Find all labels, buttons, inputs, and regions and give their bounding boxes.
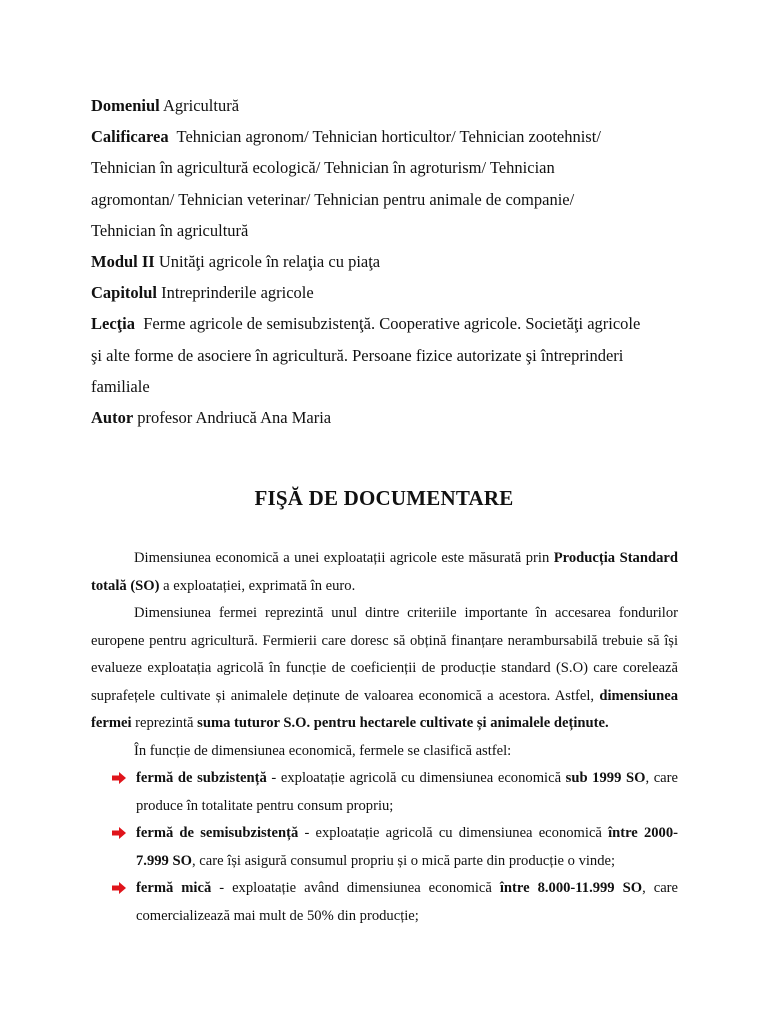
qualification-text-1: Tehnician agronom/ Tehnician horticultor/ Tehnician zootehnist/ (176, 127, 601, 147)
farm-classification-list (91, 765, 678, 930)
red-arrow-icon (111, 881, 127, 895)
list-item (91, 820, 678, 875)
paragraph2-bold-a: dimensiunea fermei (91, 687, 678, 731)
domain-label: Domeniul (91, 96, 160, 115)
document-header (91, 90, 691, 433)
paragraph1-text-a: Dimensiunea economică a unei exploatații agricole este măsurată prin (134, 550, 554, 566)
qualification-line-2: Tehnician în agricultură ecologică/ Tehnician în agroturism/ Tehnician (91, 158, 555, 178)
lesson-text-1: Ferme agricole de semisubzistenţă. Cooperative agricole. Societăţi agricole (143, 314, 641, 334)
paragraph2-text-b: reprezintă (131, 715, 198, 731)
red-arrow-icon (111, 826, 127, 840)
chapter-value: Intreprinderile agricole (161, 283, 314, 303)
bullet-text-b: , care își asigură consumul propriu și o mică parte din producție o vinde; (191, 852, 616, 869)
paragraph2-text-a: Dimensiunea fermei reprezintă unul dintre criteriile importante în accesarea fondurilor europene pentru agricultură. Fermierii care doresc să obțină finanțare nerambursabilă trebuie să își evalueze exploatația agricolă în funcție de coeficienții de producție standard (S.O) care corelează suprafețele cultivate și animalele deținute de valoarea economică a acestora. Astfel, (91, 605, 678, 704)
qualification-label: Calificarea (91, 127, 169, 147)
paragraph2-bold-b: suma tuturor S.O. pentru hectarele cultivate și animalele deținute. (197, 715, 609, 731)
paragraph-economic-size (91, 545, 678, 600)
bullet-term: fermă de semisubzistență (136, 825, 299, 841)
bullet-value: sub 1999 SO (565, 770, 646, 786)
lesson-line-1 (91, 308, 691, 339)
paragraph-farm-size (91, 600, 678, 738)
bullet-text-b: , care produce în totalitate pentru consum propriu; (136, 770, 678, 814)
author-label: Autor (91, 408, 134, 428)
lesson-line-3: familiale (91, 376, 150, 396)
qualification-line-1 (91, 121, 691, 152)
lesson-label: Lecţia (91, 314, 135, 334)
chapter-line (91, 277, 691, 308)
chapter-label: Capitolul (91, 283, 158, 303)
list-item (91, 765, 678, 820)
list-item (91, 875, 678, 930)
bullet-text-a: - exploatație agricolă cu dimensiunea economică (266, 770, 566, 786)
document-body (91, 545, 678, 930)
module-line (91, 246, 691, 277)
paragraph1-text-b: a exploatației, exprimată în euro. (159, 577, 356, 594)
bullet-term: fermă de subzistență (136, 770, 267, 786)
bullet-term: fermă mică (136, 880, 212, 896)
bullet-text-a: - exploatație având dimensiunea economică (211, 880, 500, 896)
paragraph1-bold-a: Producția Standard totală (SO) (91, 550, 678, 594)
bullet-text-a: - exploatație agricolă cu dimensiunea economică (298, 825, 609, 841)
bullet-value: între 2000-7.999 SO (136, 825, 678, 869)
domain-value: Agricultură (162, 96, 240, 115)
author-value: profesor Andriucă Ana Maria (137, 408, 332, 428)
page-title: FIŞĂ DE DOCUMENTARE (254, 486, 514, 510)
module-value: Unităţi agricole în relaţia cu piaţa (158, 252, 381, 272)
qualification-line-4: Tehnician în agricultură (91, 220, 249, 240)
paragraph-classification-intro: În funcție de dimensiunea economică, fermele se clasifică astfel: (134, 742, 512, 759)
domain-line (91, 90, 691, 121)
module-label: Modul II (91, 252, 155, 272)
red-arrow-icon (111, 771, 127, 785)
lesson-line-2: şi alte forme de asociere în agricultură. Persoane fizice autorizate şi întreprinderi (91, 345, 624, 365)
qualification-line-3: agromontan/ Tehnician veterinar/ Tehnician pentru animale de companie/ (91, 189, 575, 209)
author-line (91, 402, 691, 433)
bullet-text-b: , care comercializează mai mult de 50% din producție; (136, 880, 679, 924)
bullet-value: între 8.000-11.999 SO (499, 880, 643, 896)
